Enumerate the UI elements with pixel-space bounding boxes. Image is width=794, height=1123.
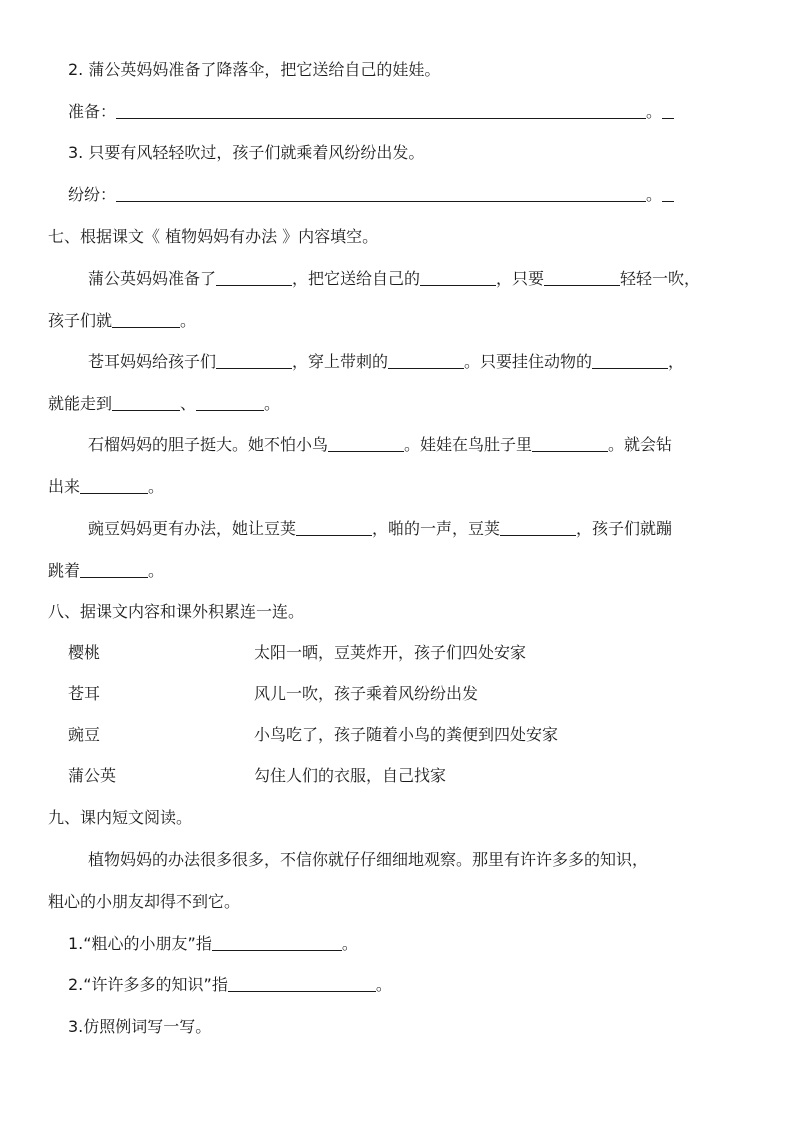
answer-blank[interactable] bbox=[116, 185, 646, 202]
section-7-title: 七、根据课文《 植物妈妈有办法 》内容填空。 bbox=[48, 227, 379, 246]
question-6-2: 2. 蒲公英妈妈准备了降落伞，把它送给自己的娃娃。 bbox=[68, 60, 441, 79]
fill-blank[interactable] bbox=[592, 352, 668, 369]
answer-line-zhunbei: 准备： 。 bbox=[68, 100, 674, 124]
answer-line-fenfen: 纷纷： 。 bbox=[68, 183, 674, 207]
word-label: 准备： bbox=[68, 102, 117, 121]
fill-paragraph-pea-cont: 跳着 。 bbox=[48, 561, 165, 580]
word-label: 纷纷： bbox=[68, 185, 117, 204]
match-right-item[interactable]: 勾住人们的衣服，自己找家 bbox=[254, 766, 447, 785]
question-6-3: 3. 只要有风轻轻吹过，孩子们就乘着风纷纷出发。 bbox=[68, 143, 425, 162]
fill-blank[interactable] bbox=[544, 269, 620, 286]
match-left-item[interactable]: 蒲公英 bbox=[68, 766, 117, 785]
fill-paragraph-dandelion-cont: 孩子们就 。 bbox=[48, 311, 197, 330]
fill-blank[interactable] bbox=[112, 394, 180, 411]
fill-blank[interactable] bbox=[80, 477, 148, 494]
fill-paragraph-dandelion: 蒲公英妈妈准备了 ，把它送给自己的 ，只要 轻轻一吹， bbox=[88, 269, 701, 288]
reading-passage-line: 粗心的小朋友却得不到它。 bbox=[48, 892, 241, 911]
fill-blank[interactable] bbox=[296, 519, 372, 536]
fill-paragraph-pea: 豌豆妈妈更有办法，她让豆荚 ，啪的一声，豆荚 ，孩子们就蹦 bbox=[88, 519, 673, 538]
fill-paragraph-cocklebur: 苍耳妈妈给孩子们 ，穿上带刺的 。只要挂住动物的 ， bbox=[88, 352, 685, 371]
section-9-title: 九、课内短文阅读。 bbox=[48, 808, 193, 827]
fill-blank[interactable] bbox=[196, 394, 264, 411]
match-right-item[interactable]: 风儿一吹，孩子乘着风纷纷出发 bbox=[254, 684, 479, 703]
fill-blank[interactable] bbox=[216, 352, 292, 369]
question-9-2: 2.“许许多多的知识”指 。 bbox=[68, 975, 392, 994]
fill-paragraph-pomegranate: 石榴妈妈的胆子挺大。她不怕小鸟 。娃娃在鸟肚子里 。就会钻 bbox=[88, 435, 673, 454]
match-right-item[interactable]: 太阳一晒，豆荚炸开，孩子们四处安家 bbox=[254, 643, 527, 662]
match-right-item[interactable]: 小鸟吃了，孩子随着小鸟的粪便到四处安家 bbox=[254, 725, 559, 744]
fill-blank[interactable] bbox=[216, 269, 292, 286]
fill-blank[interactable] bbox=[112, 311, 180, 328]
match-left-item[interactable]: 豌豆 bbox=[68, 725, 101, 744]
question-9-1: 1.“粗心的小朋友”指 。 bbox=[68, 934, 358, 953]
fill-blank[interactable] bbox=[388, 352, 464, 369]
answer-blank[interactable] bbox=[212, 934, 342, 951]
fill-paragraph-pomegranate-cont: 出来 。 bbox=[48, 477, 165, 496]
fill-paragraph-cocklebur-cont: 就能走到 、 。 bbox=[48, 394, 281, 413]
reading-passage-line: 植物妈妈的办法很多很多，不信你就仔仔细细地观察。那里有许许多多的知识， bbox=[88, 850, 649, 869]
match-left-item[interactable]: 樱桃 bbox=[68, 643, 101, 662]
answer-blank[interactable] bbox=[228, 975, 376, 992]
fill-blank[interactable] bbox=[328, 435, 404, 452]
question-9-3: 3.仿照例词写一写。 bbox=[68, 1017, 212, 1036]
fill-blank[interactable] bbox=[500, 519, 576, 536]
fill-blank[interactable] bbox=[532, 435, 608, 452]
fill-blank[interactable] bbox=[80, 561, 148, 578]
answer-blank[interactable] bbox=[116, 102, 646, 119]
fill-blank[interactable] bbox=[420, 269, 496, 286]
section-8-title: 八、据课文内容和课外积累连一连。 bbox=[48, 602, 305, 621]
match-left-item[interactable]: 苍耳 bbox=[68, 684, 101, 703]
